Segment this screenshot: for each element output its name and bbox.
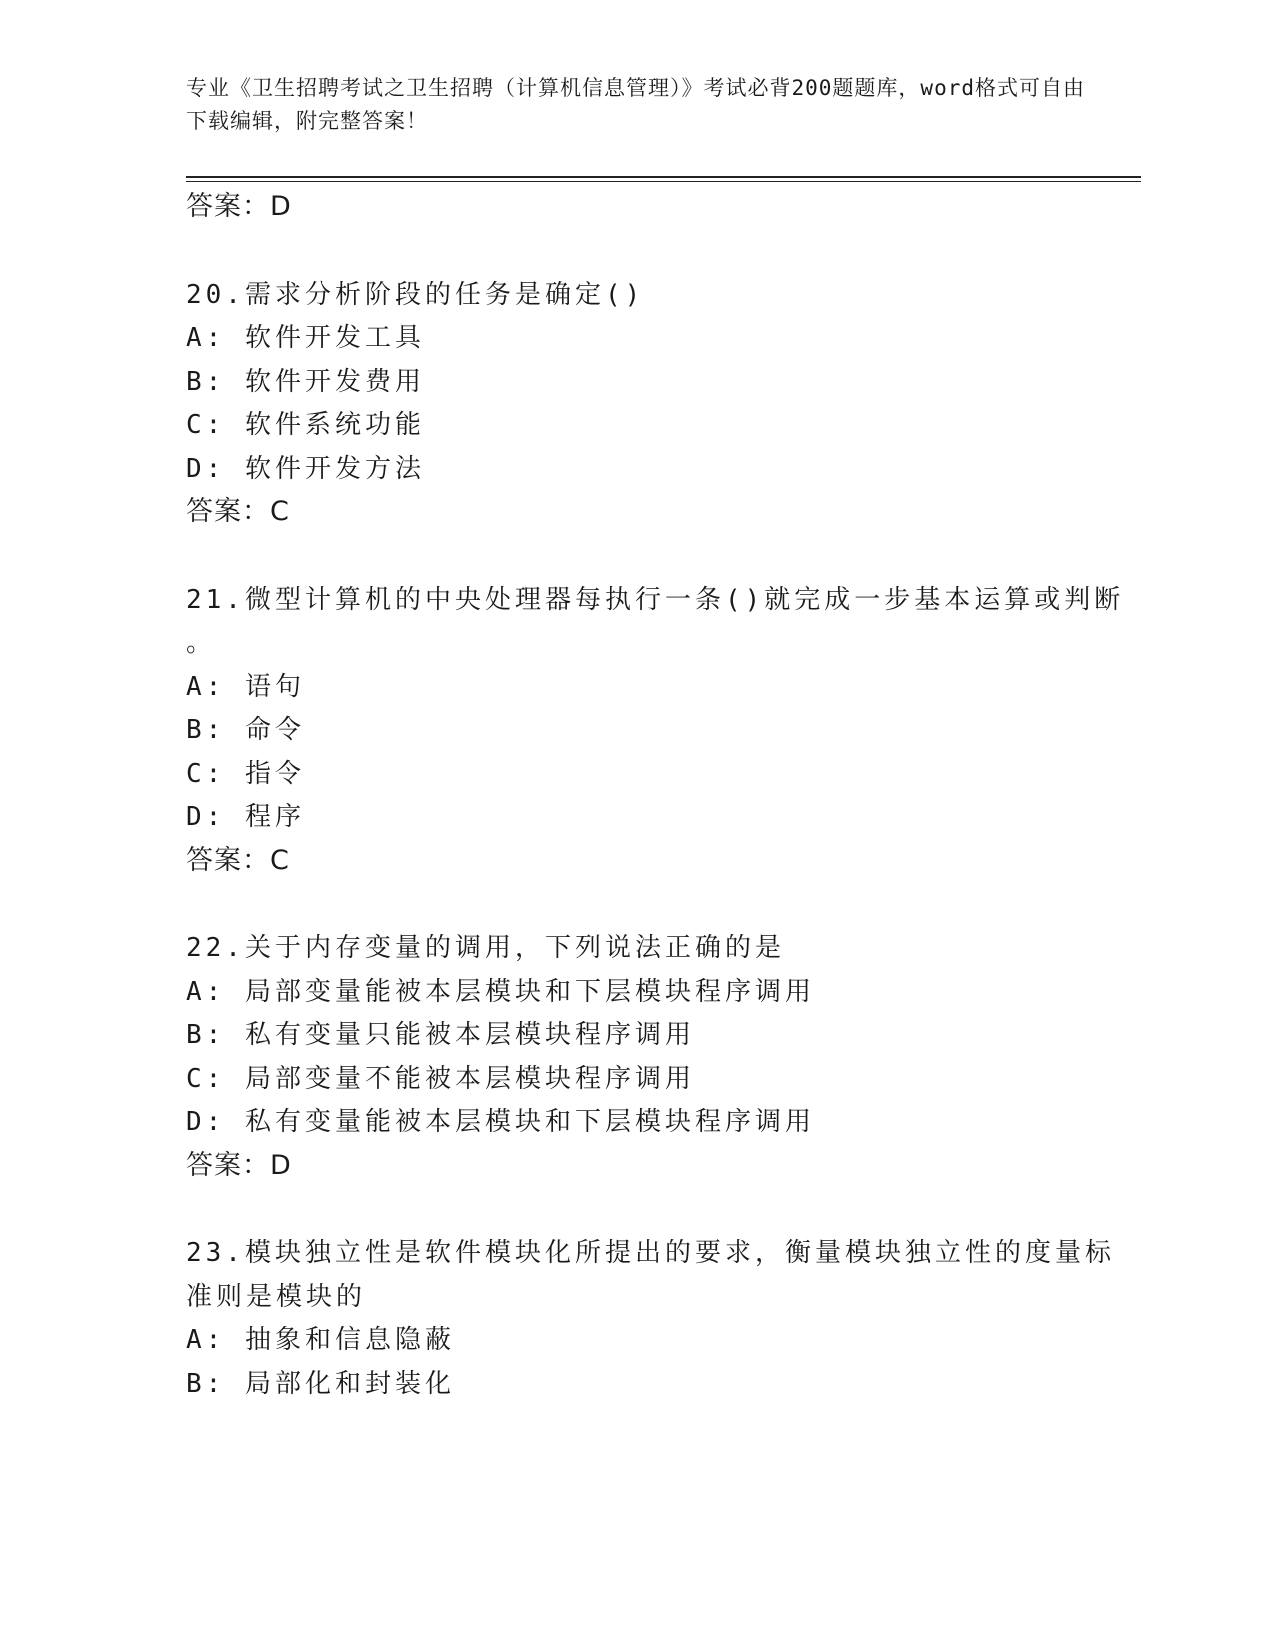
question-23-stem-line-2: 准则是模块的 (186, 1282, 367, 1312)
question-23-option-b: B: 局部化和封装化 (186, 1369, 455, 1399)
question-21-option-c: C: 指令 (186, 759, 305, 789)
question-20-option-c: C: 软件系统功能 (186, 410, 425, 440)
document-header: 专业《卫生招聘考试之卫生招聘（计算机信息管理）》考试必背200题题库，word格式可自由下载编辑，附完整答案！ (186, 76, 1085, 133)
question-20-answer: 答案：C (186, 496, 290, 527)
question-21-option-b: B: 命令 (186, 715, 305, 745)
question-21-stem-line-2: 。 (186, 628, 217, 658)
question-22-answer: 答案：D (186, 1150, 292, 1181)
previous-answer: 答案：D (186, 191, 292, 222)
header-divider (186, 176, 1141, 182)
question-21-answer: 答案：C (186, 845, 290, 876)
question-22-option-b: B: 私有变量只能被本层模块程序调用 (186, 1020, 695, 1050)
question-20-option-b: B: 软件开发费用 (186, 367, 425, 397)
question-20-option-d: D: 软件开发方法 (186, 454, 425, 484)
question-22-stem: 22.关于内存变量的调用，下列说法正确的是 (186, 933, 785, 963)
question-23-option-a: A: 抽象和信息隐蔽 (186, 1325, 455, 1355)
question-23-stem-line-1: 23.模块独立性是软件模块化所提出的要求，衡量模块独立性的度量标 (186, 1238, 1115, 1268)
question-20-option-a: A: 软件开发工具 (186, 323, 425, 353)
question-21-stem-line-1: 21.微型计算机的中央处理器每执行一条()就完成一步基本运算或判断 (186, 585, 1125, 615)
question-20-stem: 20.需求分析阶段的任务是确定() (186, 280, 645, 310)
question-22-option-a: A: 局部变量能被本层模块和下层模块程序调用 (186, 977, 815, 1007)
question-21-option-d: D: 程序 (186, 802, 305, 832)
question-22-option-c: C: 局部变量不能被本层模块程序调用 (186, 1064, 695, 1094)
question-21-option-a: A: 语句 (186, 672, 305, 702)
question-22-option-d: D: 私有变量能被本层模块和下层模块程序调用 (186, 1107, 815, 1137)
